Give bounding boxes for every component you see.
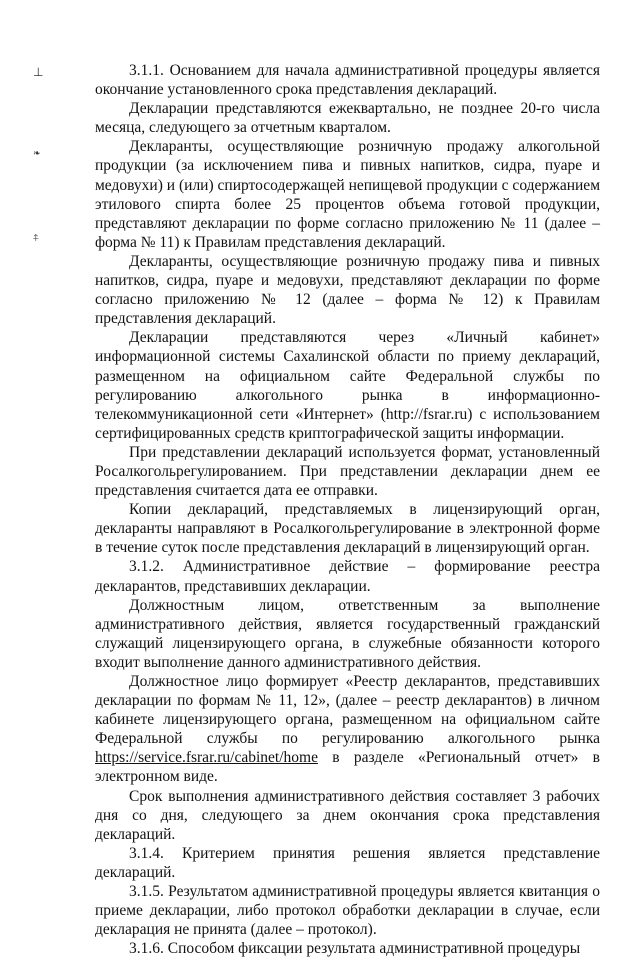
cabinet-link[interactable]: https://service.fsrar.ru/cabinet/home xyxy=(95,749,318,767)
paragraph-3-1-5: 3.1.5. Результатом административной процедуры является квитанция о приеме декларации, либо протокол обработки декларации в случае, если декларация не принята (далее – протокол). xyxy=(95,883,600,939)
paragraph-3-1-6: 3.1.6. Способом фиксации результата административной процедуры xyxy=(129,940,581,958)
paragraph-format: При представлении деклараций используется формат, установленный Росалкогольрегулированием. При представлении декларации днем ее представления считается дата ее отправки. xyxy=(95,443,600,500)
margin-mark: ⊥ xyxy=(33,65,44,79)
paragraph-declaration-schedule: Декларации представляются ежеквартально, не позднее 20-го числа месяца, следующего за отчетным кварталом. xyxy=(95,100,600,137)
registry-text-before: Должностное лицо формирует «Реестр декларантов, представивших декларации по формам № 11, 12», (далее – реестр декларантов) в личном кабинете лицензирующего органа, размещенном на официальном сайте Федеральной службы по регулированию алкогольного рынка xyxy=(95,673,600,748)
paragraph-3-1-4: 3.1.4. Критерием принятия решения является представление деклараций. xyxy=(95,844,600,881)
paragraph-deadline: Срок выполнения административного действия составляет 3 рабочих дня со дня, следующего за днем окончания срока представления деклараций. xyxy=(95,787,600,843)
margin-mark: ❧ xyxy=(33,149,41,159)
paragraph-registry xyxy=(95,672,600,787)
margin-mark: ⍏ xyxy=(33,233,39,244)
paragraph-form-11: Декларанты, осуществляющие розничную продажу алкогольной продукции (за исключением пива и пивных напитков, сидра, пуаре и медовухи) и (или) спиртосодержащей непищевой продукции с содержанием этилового спирта более 25 процентов объема готовой продукции, представляют декларации по форме согласно приложению № 11 (далее – форма № 11) к Правилам представления деклараций. xyxy=(95,138,600,251)
document-body xyxy=(95,61,600,958)
paragraph-copies: Копии деклараций, представляемых в лицензирующий орган, декларанты направляют в Росалкогольрегулирование в электронной форме в течение суток после представления деклараций в лицензирующий орган. xyxy=(95,501,600,557)
paragraph-personal-cabinet: Декларации представляются через «Личный кабинет» информационной системы Сахалинской области по приему деклараций, размещенном на официальном сайте Федеральной службы по регулированию алкогольного рынка в информационно-телекоммуникационной сети «Интернет» (http://fsrar.ru) с использованием сертифицированных средств криптографической защиты информации. xyxy=(95,329,600,442)
registry-text-after: в разделе «Региональный отчет» в электронном виде. xyxy=(95,749,600,786)
paragraph-3-1-1: 3.1.1. Основанием для начала административной процедуры является окончание установленного срока представления деклараций. xyxy=(95,62,600,99)
paragraph-form-12: Декларанты, осуществляющие розничную продажу пива и пивных напитков, сидра, пуаре и медовухи, представляют декларации по форме согласно приложению № 12 (далее – форма № 12) к Правилам представления деклараций. xyxy=(95,252,600,328)
paragraph-3-1-2: 3.1.2. Административное действие – формирование реестра декларантов, представивших декларации. xyxy=(95,558,600,595)
paragraph-responsible-official: Должностным лицом, ответственным за выполнение административного действия, является государственный гражданский служащий лицензирующего органа, в служебные обязанности которого входит выполнение данного административного действия. xyxy=(95,596,600,671)
